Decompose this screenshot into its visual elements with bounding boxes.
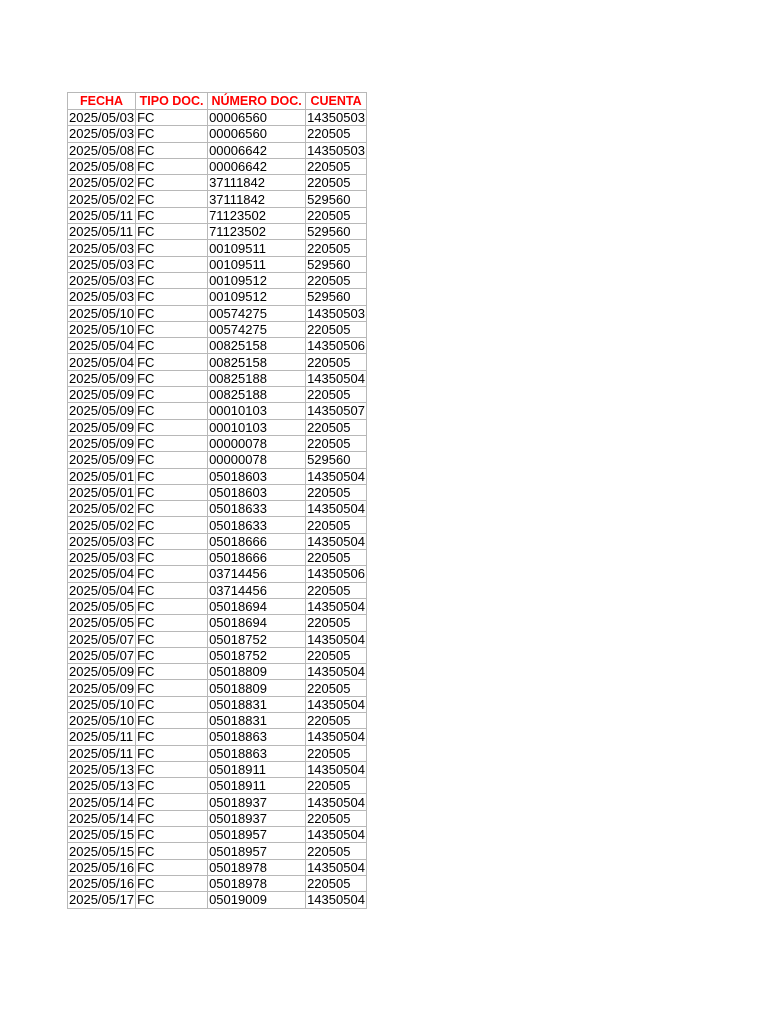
cell-numero-doc: 00109512 [208, 272, 306, 288]
table-row [68, 794, 367, 810]
cell-numero-doc: 05018694 [208, 598, 306, 614]
cell-fecha: 2025/05/11 [68, 729, 136, 745]
cell-cuenta: 14350504 [307, 892, 365, 908]
cell-numero-doc: 05018911 [208, 778, 306, 794]
cell-numero-doc: 37111842 [208, 175, 306, 191]
table-row [68, 517, 367, 533]
cell-tipo-doc: FC [136, 615, 208, 631]
cell-cuenta: 220505 [306, 615, 367, 631]
cell-cuenta: 529560 [306, 452, 367, 468]
cell-cuenta: 14350504 [307, 827, 365, 843]
table-row [68, 435, 367, 451]
cell-fecha: 2025/05/09 [69, 664, 135, 680]
cell-fecha: 2025/05/03 [69, 240, 135, 256]
cell-fecha: 2025/05/16 [69, 859, 135, 875]
cell-tipo-doc: FC [136, 191, 208, 207]
table-row [68, 745, 367, 761]
cell-numero-doc: 00010103 [208, 419, 306, 435]
cell-cuenta: 220505 [306, 207, 367, 223]
cell-fecha: 2025/05/11 [68, 207, 136, 223]
cell-fecha: 2025/05/09 [69, 680, 135, 696]
cell-fecha: 2025/05/02 [69, 501, 135, 517]
cell-cuenta: 220505 [306, 875, 367, 891]
cell-cuenta: 14350503 [307, 305, 365, 321]
cell-tipo-doc: FC [136, 256, 208, 272]
table-row [68, 272, 367, 288]
cell-fecha: 2025/05/04 [69, 338, 135, 354]
cell-tipo-doc: FC [136, 794, 208, 810]
cell-numero-doc: 05018863 [208, 729, 306, 745]
table-row [68, 843, 367, 859]
cell-cuenta: 529560 [306, 224, 367, 240]
cell-cuenta: 14350506 [307, 566, 365, 582]
cell-numero-doc: 05018809 [208, 680, 306, 696]
cell-cuenta: 220505 [306, 387, 367, 403]
cell-numero-doc: 00109511 [208, 240, 306, 256]
cell-numero-doc: 00006560 [208, 110, 306, 126]
cell-fecha: 2025/05/04 [69, 566, 135, 582]
cell-fecha: 2025/05/05 [69, 615, 135, 631]
cell-tipo-doc: FC [136, 142, 208, 158]
table-row [68, 810, 367, 826]
cell-fecha: 2025/05/09 [69, 387, 135, 403]
table-row [68, 110, 367, 126]
cell-numero-doc: 05018937 [208, 810, 306, 826]
table-row [68, 550, 367, 566]
cell-tipo-doc: FC [136, 501, 208, 517]
cell-fecha: 2025/05/09 [69, 452, 135, 468]
table-row [68, 468, 367, 484]
cell-numero-doc: 05018752 [208, 631, 306, 647]
cell-cuenta: 14350504 [307, 599, 365, 615]
cell-cuenta: 529560 [306, 191, 367, 207]
cell-tipo-doc: FC [136, 533, 208, 549]
table-row [68, 892, 367, 908]
cell-fecha: 2025/05/15 [69, 827, 135, 843]
cell-cuenta: 14350504 [307, 501, 365, 517]
cell-cuenta: 220505 [306, 810, 367, 826]
table-row [68, 712, 367, 728]
cell-fecha: 2025/05/03 [69, 533, 135, 549]
cell-tipo-doc: FC [136, 452, 208, 468]
cell-cuenta: 14350503 [307, 110, 365, 126]
cell-fecha: 2025/05/10 [69, 322, 135, 337]
cell-cuenta: 220505 [306, 126, 367, 142]
cell-cuenta: 14350504 [307, 794, 365, 810]
cell-fecha: 2025/05/14 [69, 794, 135, 810]
table-row [68, 859, 367, 875]
table-row [68, 696, 367, 712]
cell-numero-doc: 03714456 [208, 582, 306, 598]
cell-fecha: 2025/05/03 [69, 256, 135, 272]
cell-numero-doc: 71123502 [208, 224, 306, 240]
cell-numero-doc: 00006560 [208, 126, 306, 142]
table-row [68, 175, 367, 191]
cell-cuenta: 14350504 [307, 468, 365, 484]
table-row [68, 224, 367, 240]
cell-fecha: 2025/05/03 [69, 126, 135, 142]
cell-tipo-doc: FC [136, 468, 208, 484]
cell-cuenta: 14350504 [307, 762, 365, 778]
table-header [68, 93, 367, 110]
table-row [68, 403, 367, 419]
cell-fecha: 2025/05/03 [69, 289, 135, 305]
table-row [68, 680, 367, 696]
cell-fecha: 2025/05/07 [69, 631, 135, 647]
table-row [68, 419, 367, 435]
cell-cuenta: 14350504 [307, 859, 365, 875]
cell-cuenta: 14350504 [307, 631, 365, 647]
cell-cuenta: 14350504 [307, 370, 365, 386]
table-row [68, 338, 367, 354]
cell-fecha: 2025/05/03 [69, 273, 135, 289]
cell-cuenta: 220505 [306, 354, 367, 370]
table-row [68, 501, 367, 517]
cell-numero-doc: 05018666 [208, 550, 306, 566]
cell-cuenta: 220505 [306, 712, 367, 728]
cell-fecha: 2025/05/14 [69, 810, 135, 826]
header-cuenta: CUENTA [306, 93, 367, 110]
cell-fecha: 2025/05/10 [69, 713, 135, 729]
table-row [68, 387, 367, 403]
cell-numero-doc: 03714456 [208, 566, 306, 582]
cell-tipo-doc: FC [136, 664, 208, 680]
cell-tipo-doc: FC [136, 631, 208, 647]
table-row [68, 484, 367, 500]
cell-fecha: 2025/05/04 [69, 582, 135, 598]
cell-cuenta: 220505 [306, 484, 367, 500]
cell-numero-doc: 00000078 [208, 452, 306, 468]
cell-fecha: 2025/05/03 [69, 110, 135, 126]
table-row [68, 582, 367, 598]
cell-tipo-doc: FC [136, 321, 208, 337]
table-row [68, 256, 367, 272]
cell-cuenta: 529560 [306, 289, 367, 305]
table-row [68, 158, 367, 174]
cell-fecha: 2025/05/09 [69, 436, 135, 452]
cell-numero-doc: 05018603 [208, 484, 306, 500]
cell-cuenta: 14350504 [307, 664, 365, 680]
cell-fecha: 2025/05/05 [69, 599, 135, 615]
cell-numero-doc: 00825188 [208, 370, 306, 386]
cell-tipo-doc: FC [136, 224, 208, 240]
table-row [68, 598, 367, 614]
cell-cuenta: 220505 [306, 321, 367, 337]
table-row [68, 207, 367, 223]
cell-fecha: 2025/05/13 [69, 778, 135, 794]
cell-tipo-doc: FC [136, 175, 208, 191]
cell-tipo-doc: FC [136, 354, 208, 370]
cell-fecha: 2025/05/10 [69, 305, 135, 321]
cell-numero-doc: 00825188 [208, 387, 306, 403]
cell-numero-doc: 00574275 [208, 305, 306, 321]
cell-numero-doc: 05019009 [208, 892, 306, 908]
table-row [68, 615, 367, 631]
cell-tipo-doc: FC [136, 875, 208, 891]
cell-cuenta: 14350504 [307, 696, 365, 712]
cell-numero-doc: 00109511 [208, 256, 306, 272]
cell-cuenta: 14350507 [307, 403, 365, 419]
table-row [68, 647, 367, 663]
cell-numero-doc: 00109512 [208, 289, 306, 305]
cell-numero-doc: 00825158 [208, 338, 306, 354]
cell-numero-doc: 37111842 [208, 191, 306, 207]
cell-fecha: 2025/05/11 [68, 224, 136, 240]
header-fecha: FECHA [68, 93, 136, 110]
cell-cuenta: 220505 [306, 582, 367, 598]
cell-cuenta: 14350504 [307, 729, 365, 745]
cell-cuenta: 220505 [306, 550, 367, 566]
cell-tipo-doc: FC [136, 729, 208, 745]
cell-numero-doc: 05018809 [208, 664, 306, 680]
cell-tipo-doc: FC [136, 517, 208, 533]
cell-tipo-doc: FC [136, 272, 208, 288]
cell-fecha: 2025/05/09 [69, 370, 135, 386]
cell-cuenta: 14350506 [307, 338, 365, 354]
cell-numero-doc: 05018694 [208, 615, 306, 631]
table-row [68, 191, 367, 207]
cell-tipo-doc: FC [136, 843, 208, 859]
table-row [68, 452, 367, 468]
table-row [68, 305, 367, 321]
cell-tipo-doc: FC [136, 110, 208, 126]
cell-numero-doc: 05018752 [208, 647, 306, 663]
cell-cuenta: 529560 [306, 256, 367, 272]
cell-tipo-doc: FC [136, 550, 208, 566]
cell-numero-doc: 05018666 [208, 533, 306, 549]
cell-tipo-doc: FC [136, 158, 208, 174]
cell-fecha: 2025/05/02 [69, 175, 135, 191]
cell-numero-doc: 05018957 [208, 843, 306, 859]
cell-fecha: 2025/05/04 [69, 354, 135, 370]
cell-fecha: 2025/05/02 [69, 191, 135, 207]
document-table [67, 92, 367, 909]
cell-tipo-doc: FC [136, 892, 208, 908]
cell-numero-doc: 00006642 [208, 158, 306, 174]
cell-cuenta: 14350504 [307, 533, 365, 549]
cell-tipo-doc: FC [136, 419, 208, 435]
cell-numero-doc: 05018603 [208, 468, 306, 484]
table-row [68, 370, 367, 386]
cell-fecha: 2025/05/16 [69, 876, 135, 892]
cell-tipo-doc: FC [136, 810, 208, 826]
table-row [68, 354, 367, 370]
cell-cuenta: 220505 [306, 175, 367, 191]
cell-tipo-doc: FC [136, 305, 208, 321]
cell-tipo-doc: FC [136, 403, 208, 419]
cell-tipo-doc: FC [136, 778, 208, 794]
cell-fecha: 2025/05/07 [69, 647, 135, 663]
cell-fecha: 2025/05/13 [69, 762, 135, 778]
table-row [68, 778, 367, 794]
cell-tipo-doc: FC [136, 566, 208, 582]
cell-tipo-doc: FC [136, 289, 208, 305]
cell-cuenta: 220505 [306, 419, 367, 435]
table-row [68, 533, 367, 549]
table-row [68, 875, 367, 891]
cell-fecha: 2025/05/02 [69, 517, 135, 533]
cell-cuenta: 14350503 [307, 142, 365, 158]
cell-cuenta: 220505 [306, 517, 367, 533]
cell-numero-doc: 71123502 [208, 207, 306, 223]
cell-cuenta: 220505 [306, 240, 367, 256]
cell-fecha: 2025/05/03 [69, 550, 135, 566]
table-row [68, 827, 367, 843]
cell-cuenta: 220505 [306, 843, 367, 859]
cell-tipo-doc: FC [136, 435, 208, 451]
cell-cuenta: 220505 [306, 435, 367, 451]
cell-tipo-doc: FC [136, 598, 208, 614]
cell-cuenta: 220505 [306, 158, 367, 174]
cell-numero-doc: 00825158 [208, 354, 306, 370]
cell-numero-doc: 00010103 [208, 403, 306, 419]
cell-tipo-doc: FC [136, 761, 208, 777]
cell-numero-doc: 05018957 [208, 827, 306, 843]
cell-fecha: 2025/05/08 [69, 159, 135, 175]
cell-numero-doc: 05018978 [208, 859, 306, 875]
cell-fecha: 2025/05/01 [69, 468, 135, 484]
cell-numero-doc: 00574275 [208, 321, 306, 337]
header-row [68, 93, 367, 110]
cell-numero-doc: 05018978 [208, 875, 306, 891]
cell-numero-doc: 05018633 [208, 501, 306, 517]
cell-fecha: 2025/05/10 [69, 696, 135, 712]
table-row [68, 289, 367, 305]
cell-tipo-doc: FC [136, 582, 208, 598]
cell-numero-doc: 05018633 [208, 517, 306, 533]
cell-cuenta: 220505 [306, 680, 367, 696]
cell-numero-doc: 05018831 [208, 696, 306, 712]
cell-fecha: 2025/05/08 [69, 142, 135, 158]
cell-fecha: 2025/05/15 [69, 843, 135, 859]
cell-numero-doc: 00000078 [208, 435, 306, 451]
cell-numero-doc: 05018911 [208, 761, 306, 777]
cell-numero-doc: 00006642 [208, 142, 306, 158]
table-body [68, 110, 367, 909]
header-numero-doc: NÚMERO DOC. [208, 93, 306, 110]
cell-tipo-doc: FC [136, 712, 208, 728]
cell-fecha: 2025/05/17 [69, 892, 135, 908]
cell-tipo-doc: FC [136, 647, 208, 663]
table-row [68, 664, 367, 680]
cell-cuenta: 220505 [306, 745, 367, 761]
header-tipo-doc: TIPO DOC. [136, 93, 208, 110]
cell-tipo-doc: FC [136, 370, 208, 386]
cell-tipo-doc: FC [136, 696, 208, 712]
cell-fecha: 2025/05/01 [69, 484, 135, 500]
table-row [68, 126, 367, 142]
table-row [68, 761, 367, 777]
cell-cuenta: 220505 [306, 778, 367, 794]
cell-tipo-doc: FC [136, 827, 208, 843]
cell-tipo-doc: FC [136, 338, 208, 354]
table-row [68, 566, 367, 582]
table-row [68, 321, 367, 337]
table-row [68, 142, 367, 158]
cell-numero-doc: 05018863 [208, 745, 306, 761]
cell-tipo-doc: FC [136, 240, 208, 256]
table-row [68, 631, 367, 647]
cell-cuenta: 220505 [306, 272, 367, 288]
cell-fecha: 2025/05/09 [69, 403, 135, 419]
cell-cuenta: 220505 [306, 647, 367, 663]
cell-fecha: 2025/05/11 [68, 745, 136, 761]
cell-numero-doc: 05018937 [208, 794, 306, 810]
cell-tipo-doc: FC [136, 484, 208, 500]
cell-fecha: 2025/05/09 [69, 419, 135, 435]
cell-numero-doc: 05018831 [208, 712, 306, 728]
table-row [68, 240, 367, 256]
cell-tipo-doc: FC [136, 745, 208, 761]
cell-tipo-doc: FC [136, 859, 208, 875]
cell-tipo-doc: FC [136, 387, 208, 403]
cell-tipo-doc: FC [136, 207, 208, 223]
cell-tipo-doc: FC [136, 680, 208, 696]
cell-tipo-doc: FC [136, 126, 208, 142]
table-row [68, 729, 367, 745]
